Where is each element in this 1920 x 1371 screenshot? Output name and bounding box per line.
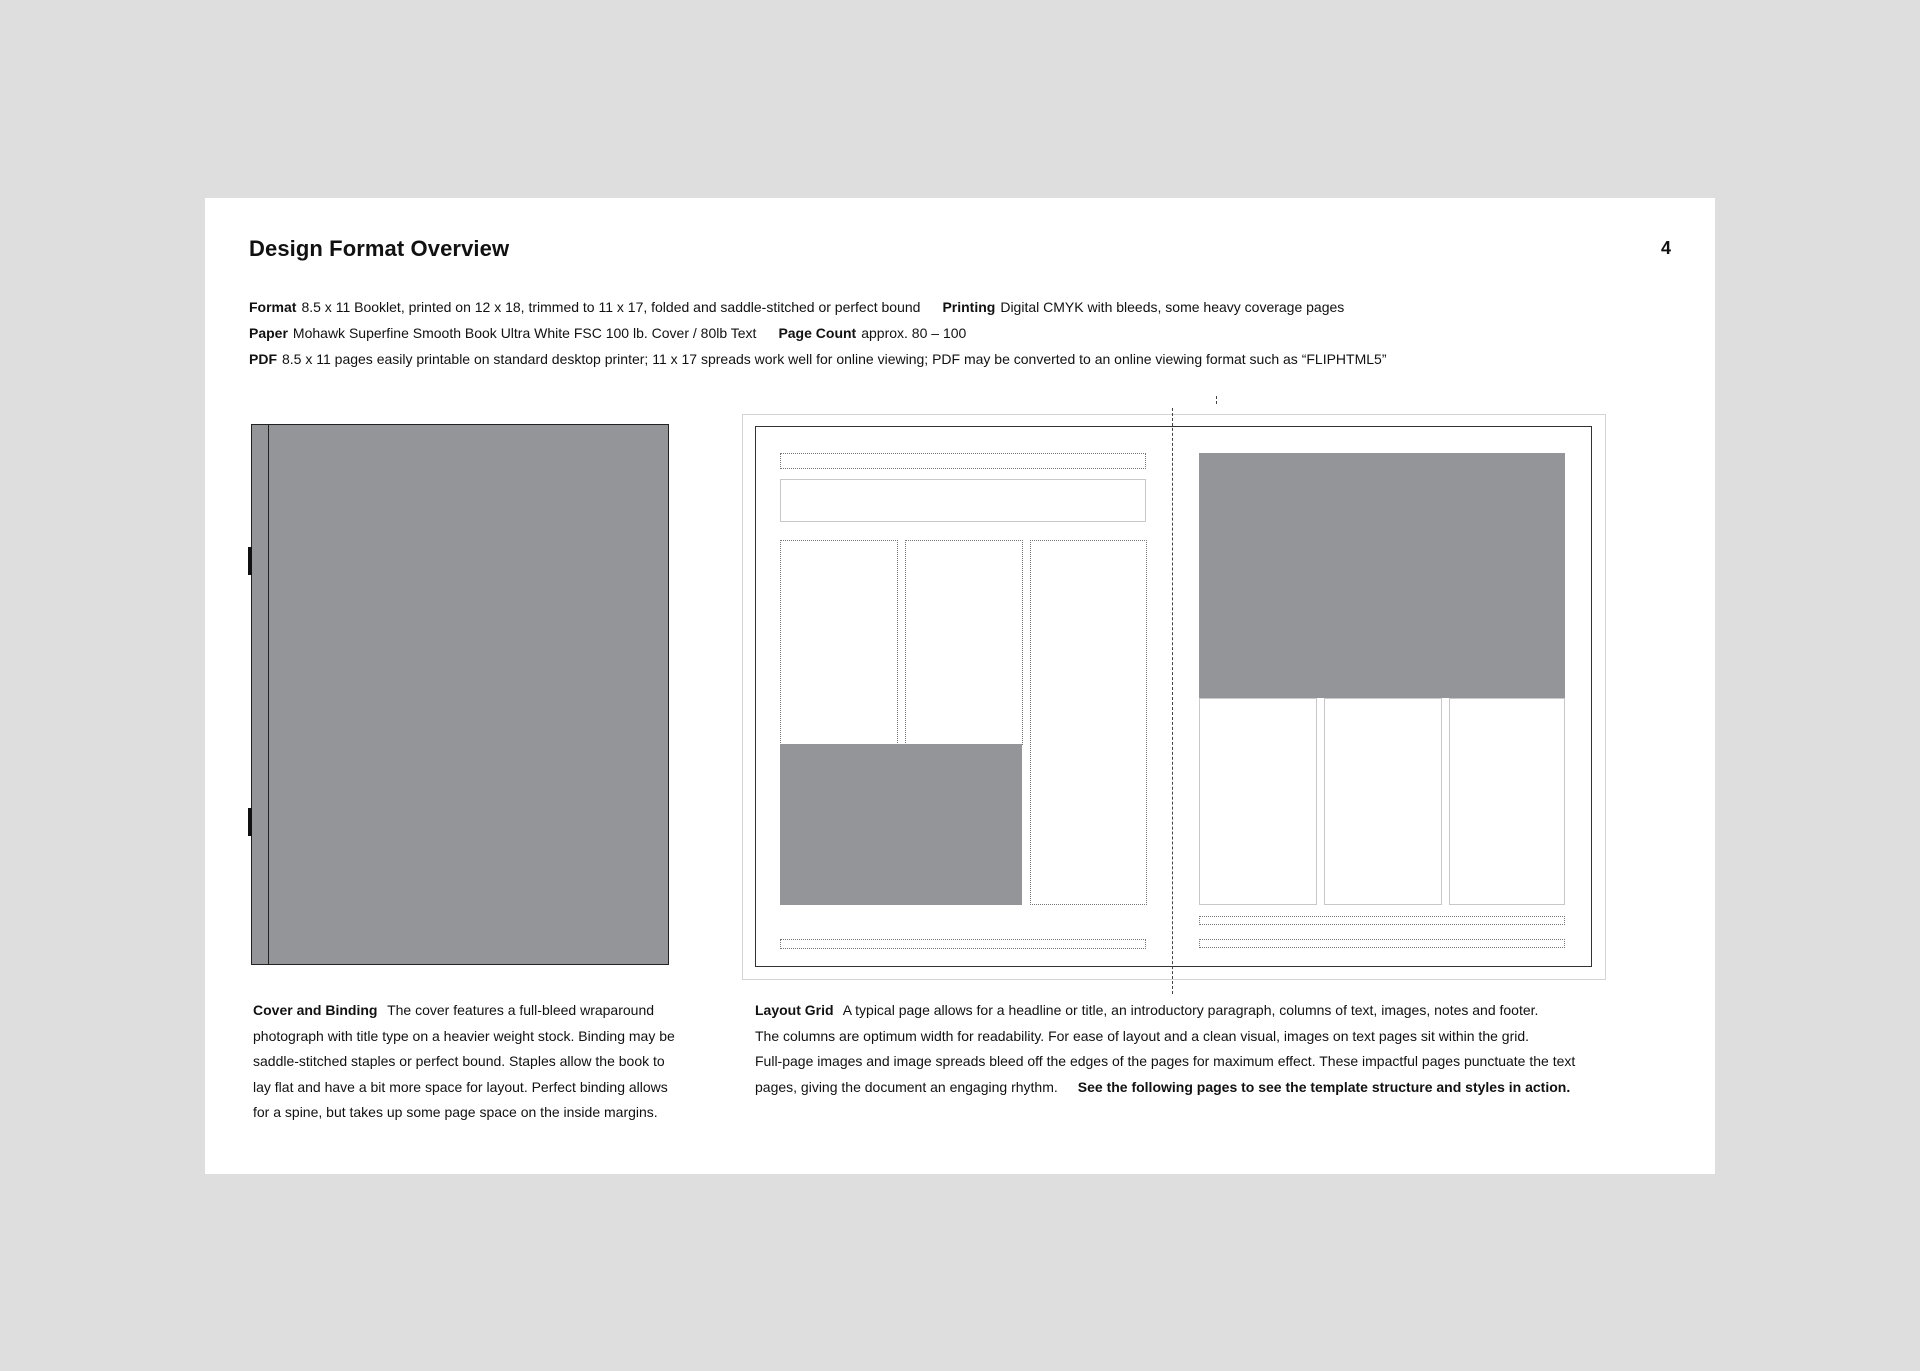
spread-trim [755, 426, 1592, 967]
paper-value: Mohawk Superfine Smooth Book Ultra White FSC 100 lb. Cover / 80lb Text [292, 325, 757, 341]
text-column-6 [1449, 698, 1565, 905]
image-placeholder-right [1199, 453, 1565, 698]
caption-line: saddle-stitched staples or perfect bound. Staples allow the book to [253, 1053, 665, 1069]
caption-line: Cover and Binding The cover features a full-bleed wraparound [253, 1002, 655, 1018]
spec-row-pdf [249, 346, 1669, 372]
text-column-1 [780, 540, 898, 745]
pdf-value: 8.5 x 11 pages easily printable on standard desktop printer; 11 x 17 spreads work well for online viewing; PDF may be converted to an online viewing format such as “FLIPHTML5” [282, 351, 1387, 367]
page-count-value: approx. 80 – 100 [861, 325, 967, 341]
text-column-3 [1030, 540, 1147, 905]
cover-illustration [251, 424, 669, 965]
pdf-label: PDF [249, 351, 277, 367]
caption-line: for a spine, but takes up some page space on the inside margins. [253, 1104, 658, 1120]
caption-line: photograph with title type on a heavier weight stock. Binding may be [253, 1027, 675, 1044]
cover-spine [251, 424, 269, 965]
printing-value: Digital CMYK with bleeds, some heavy coverage pages [1000, 299, 1345, 315]
layout-grid-illustration [742, 414, 1606, 980]
text-column-2 [905, 540, 1023, 745]
format-value: 8.5 x 11 Booklet, printed on 12 x 18, trimmed to 11 x 17, folded and saddle-stitched or perfect bound [301, 299, 921, 315]
cover-binding-label: Cover and Binding [253, 1002, 378, 1018]
page-count-label: Page Count [778, 325, 857, 341]
printing-label: Printing [942, 299, 996, 315]
format-label: Format [249, 299, 297, 315]
notes-placeholder-right [1199, 916, 1565, 925]
page-title: Design Format Overview [249, 236, 510, 261]
document-page [205, 198, 1715, 1174]
intro-paragraph-placeholder [780, 479, 1146, 522]
cover-photo-placeholder [251, 424, 669, 965]
image-placeholder-left [780, 744, 1022, 905]
spec-list [249, 294, 1669, 372]
paper-label: Paper [249, 325, 288, 341]
fold-marker [1216, 396, 1217, 404]
spec-row-paper [249, 320, 1669, 346]
caption-line: pages, giving the document an engaging rhythm. See the following pages to see the template structure and styles in action. [755, 1078, 1571, 1095]
layout-grid-label: Layout Grid [755, 1002, 834, 1018]
staple-bottom [248, 808, 252, 836]
spread-fold-line [1172, 408, 1173, 994]
headline-placeholder [780, 453, 1146, 469]
footer-placeholder-right [1199, 939, 1565, 948]
spec-row-format [249, 294, 1669, 320]
text-column-5 [1324, 698, 1442, 905]
text-column-4 [1199, 698, 1317, 905]
page-number: 4 [1660, 238, 1671, 258]
caption-emphasis: See the following pages to see the template structure and styles in action. [1077, 1078, 1571, 1095]
caption-line: The columns are optimum width for readability. For ease of layout and a clean visual, images on text pages sit within the grid. [755, 1027, 1530, 1044]
caption-line: Full-page images and image spreads bleed off the edges of the pages for maximum effect. These impactful pages punctuate the text [755, 1053, 1576, 1069]
layout-grid-caption [755, 998, 1655, 1100]
caption-line: lay flat and have a bit more space for layout. Perfect binding allows [253, 1078, 668, 1095]
staple-top [248, 547, 252, 575]
cover-binding-caption [253, 998, 693, 1126]
footer-placeholder-left [780, 939, 1146, 949]
caption-line: Layout Grid A typical page allows for a headline or title, an introductory paragraph, columns of text, images, notes and footer. [755, 1002, 1539, 1018]
